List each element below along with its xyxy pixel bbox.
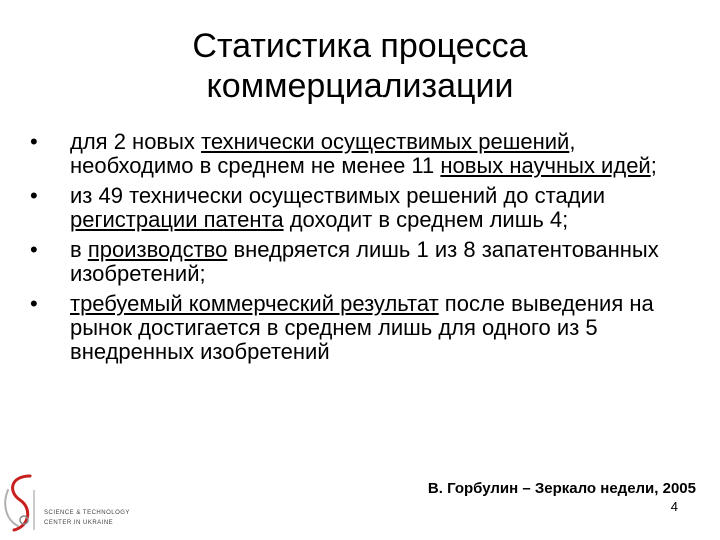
slide-title-line-1: Статистика процесса — [192, 27, 528, 65]
bullet-item-4 — [30, 292, 700, 364]
page-number: 4 — [670, 499, 678, 514]
stcu-logo — [0, 470, 150, 540]
logo-line-1: SCIENCE & TECHNOLOGY — [44, 510, 130, 516]
bullet-4-text-1: после выведения на рынок достигается в среднем лишь для одного из 5 внедренных изобретений — [70, 291, 654, 364]
stcu-logo-icon — [0, 470, 44, 540]
bullet-3-term-1: производство — [87, 237, 228, 262]
bullet-1-text-3: ; — [650, 153, 657, 178]
citation: В. Горбулин – Зеркало недели, 2005 — [427, 480, 696, 497]
slide-title-line-2: коммерциализации — [206, 67, 514, 105]
bullet-item-3 — [30, 238, 700, 286]
bullet-1-term-1: технически осуществимых решений — [201, 129, 570, 154]
bullet-3-text-2: внедряется лишь 1 из 8 запатентованных изобретений; — [70, 237, 659, 286]
bullet-4-term-1: требуемый коммерческий результат — [70, 291, 439, 316]
bullet-icon: • — [30, 237, 38, 262]
bullet-item-1 — [30, 130, 700, 178]
bullet-item-2 — [30, 184, 700, 232]
slide-title — [0, 26, 720, 106]
bullet-icon: • — [30, 291, 38, 316]
bullet-1-text-2: , необходимо в среднем не менее 11 — [70, 129, 576, 178]
bullet-1-text-1: для 2 новых — [70, 129, 202, 154]
bullet-3-text-1: в — [70, 237, 88, 262]
bullet-2-term-1: регистрации патента — [70, 207, 284, 232]
bullet-2-text-1: из 49 технически осуществимых решений до стадии — [70, 183, 606, 208]
bullet-list — [30, 130, 700, 370]
bullet-2-text-2: доходит в среднем лишь 4; — [283, 207, 569, 232]
logo-line-2: CENTER IN UKRAINE — [44, 520, 114, 526]
bullet-icon: • — [30, 183, 38, 208]
bullet-1-term-2: новых научных идей — [440, 153, 651, 178]
bullet-icon: • — [30, 129, 38, 154]
